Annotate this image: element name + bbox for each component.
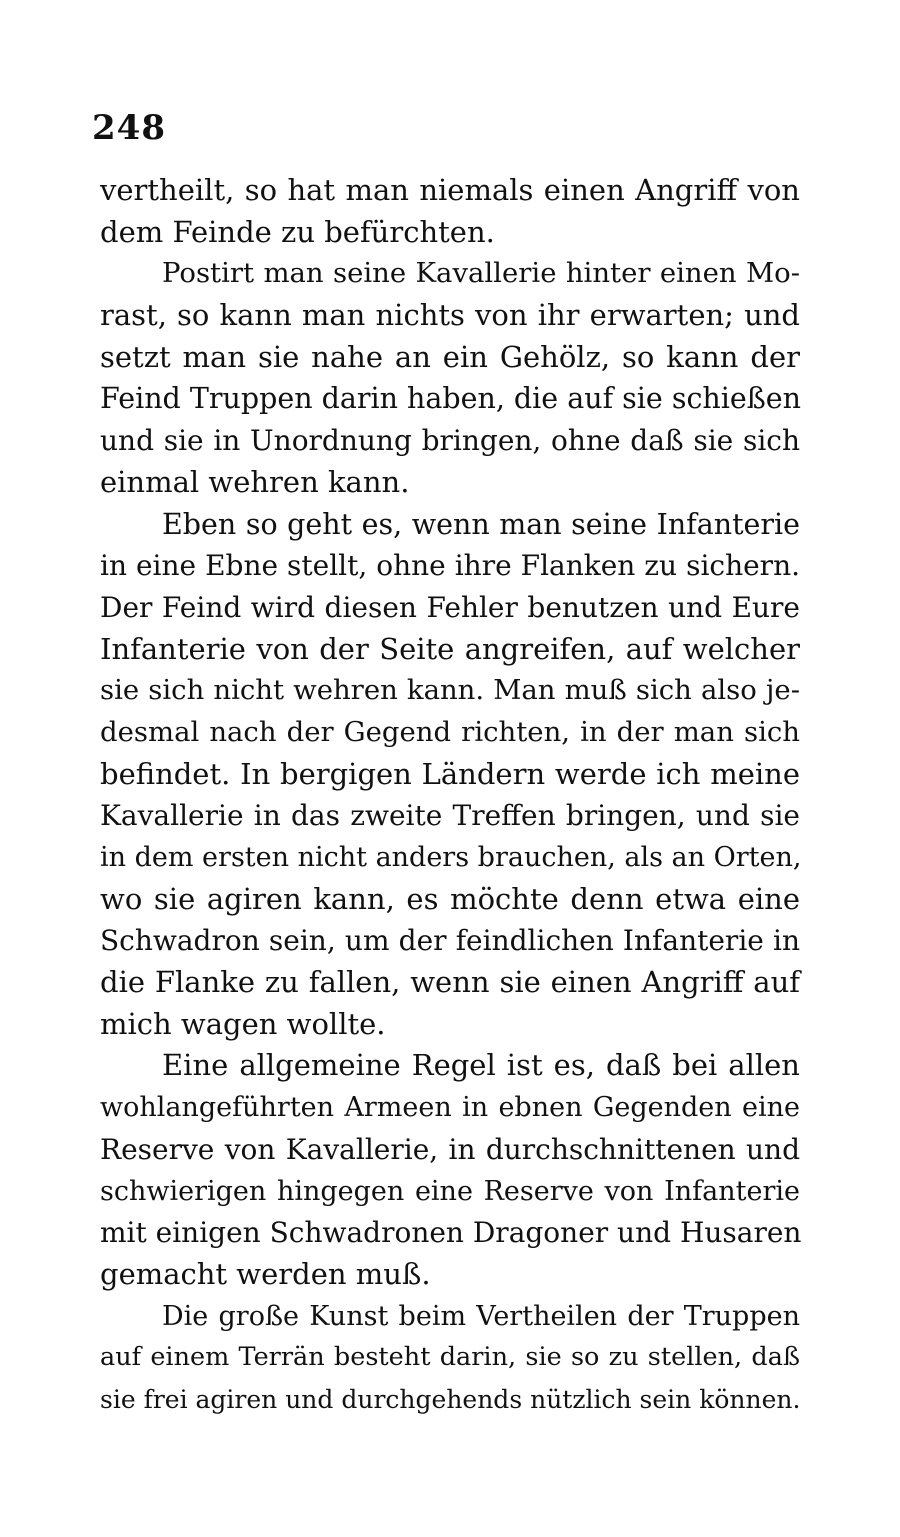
paragraph-start-line: Eine allgemeine Regel ist es, daß bei allen (162, 1048, 800, 1083)
text-line: Der Feind wird diesen Fehler benutzen und Eure (100, 590, 800, 624)
text-line: einmal wehren kann. (100, 464, 410, 499)
page-number: 248 (92, 108, 166, 148)
text-line: mit einigen Schwadronen Dragoner und Husaren (100, 1216, 802, 1250)
text-line: mich wagen wollte. (100, 1006, 386, 1041)
text-line: wohlangeführten Armeen in ebnen Gegenden eine (100, 1092, 800, 1124)
text-line: Feind Truppen darin haben, die auf sie schießen (100, 382, 802, 416)
text-line: Schwadron sein, um der feindlichen Infanterie in (100, 924, 800, 958)
text-line: desmal nach der Gegend richten, in der man sich (100, 715, 800, 748)
text-line: Reserve von Kavallerie, in durchschnittenen und (100, 1132, 800, 1166)
text-line: befindet. In bergigen Ländern werde ich meine (100, 756, 800, 791)
text-line: gemacht werden muß. (100, 1256, 431, 1291)
text-line: die Flanke zu fallen, wenn sie einen Angriff auf (100, 965, 800, 1000)
text-line: setzt man sie nahe an ein Gehölz, so kann der (100, 339, 800, 374)
text-line: rast, so kann man nichts von ihr erwarten; und (100, 298, 800, 333)
text-line: sie frei agiren und durchgehends nützlich sein können. (100, 1384, 801, 1414)
text-line: wo sie agiren kann, es möchte denn etwa eine (100, 881, 800, 916)
paragraph-start-line: Eben so geht es, wenn man seine Infanterie (162, 507, 800, 541)
text-line: schwierigen hingegen eine Reserve von Infanterie (100, 1175, 800, 1207)
text-line: auf einem Terrän besteht darin, sie so zu stellen, daß (100, 1342, 800, 1373)
paragraph-start-line: Postirt man seine Kavallerie hinter einen Mo- (162, 257, 800, 290)
paragraph-start-line: Die große Kunst beim Vertheilen der Truppen (162, 1300, 800, 1332)
text-line: in dem ersten nicht anders brauchen, als an Orten, (100, 842, 802, 873)
text-line: Kavallerie in das zweite Treffen bringen, und sie (100, 799, 800, 833)
text-line: Infanterie von der Seite angreifen, auf welcher (100, 631, 800, 666)
text-line: sie sich nicht wehren kann. Man muß sich also je- (100, 674, 800, 707)
text-line: vertheilt, so hat man niemals einen Angriff von (100, 173, 800, 207)
body-text (100, 170, 800, 1421)
text-line: dem Feinde zu befürchten. (100, 214, 495, 249)
text-line: in eine Ebne stellt, ohne ihre Flanken zu sichern. (100, 549, 800, 583)
text-line: und sie in Unordnung bringen, ohne daß sie sich (100, 424, 800, 458)
